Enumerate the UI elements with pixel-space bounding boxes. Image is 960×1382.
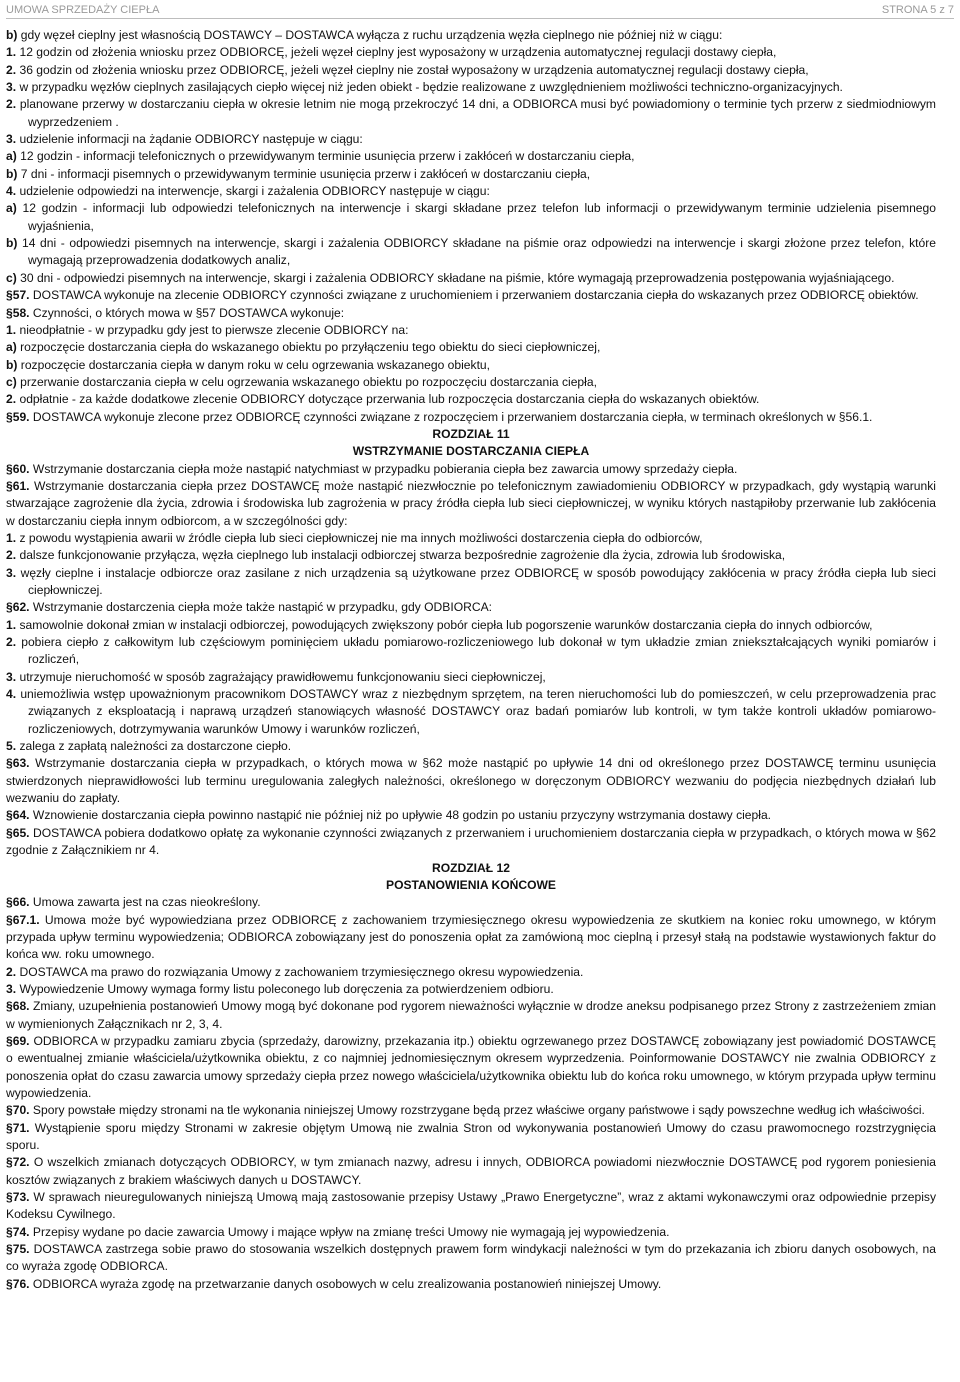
item-text: DOSTAWCA zastrzega sobie prawo do stosowania wszelkich dostępnych prawem form windykacji należności w tym do przekazania ich zbioru danych osobowych, na co wyraża zgodę ODBIORCA. — [6, 1242, 936, 1274]
item-text: pobiera ciepło z całkowitym lub częściowym pominięciem układu pomiarowo-rozliczeniowego lub dokonał w tym układzie zmian zniekształcających wyniki pomiarów i rozliczeń, — [21, 635, 936, 667]
paragraph — [6, 1241, 936, 1276]
item-marker: 2. — [6, 635, 17, 650]
item-text: Wstrzymanie dostarczenia ciepła może także nastąpić w przypadku, gdy ODBIORCA: — [32, 600, 492, 615]
list-item — [6, 200, 936, 235]
item-text: w przypadku węzłów cieplnych zasilających ciepło więcej niż jeden obiekt - będzie realizowane z uwzględnieniem możliwości techniczno-organizacyjnych. — [19, 80, 843, 95]
list-item — [6, 131, 936, 148]
item-marker: §61. — [6, 478, 30, 493]
list-item — [6, 235, 936, 270]
item-marker: b) — [6, 166, 18, 181]
item-marker: b) — [6, 28, 18, 42]
list-item — [6, 547, 936, 564]
paragraph — [6, 461, 936, 478]
paragraph — [6, 1189, 936, 1224]
item-text: rozpoczęcie dostarczania ciepła do wskazanego obiektu po przyłączeniu tego obiektu do sieci ciepłowniczej, — [20, 340, 601, 355]
paragraph — [6, 287, 936, 304]
item-marker: 4. — [6, 687, 17, 702]
item-marker: 3. — [6, 669, 17, 684]
item-text: udzielenie odpowiedzi na interwencje, skargi i zażalenia ODBIORCY następuje w ciągu: — [19, 184, 490, 199]
item-marker: §65. — [6, 825, 30, 840]
item-marker: a) — [6, 149, 17, 164]
paragraph — [6, 1102, 936, 1119]
item-text: węzły cieplne i instalacje odbiorcze oraz zasilane z nich urządzenia są użytkowane przez ODBIORCĘ w sposób powodujący zakłócenia w pracy źródła ciepła lub sieci ciepłowniczej. — [20, 565, 936, 597]
item-text: Wypowiedzenie Umowy wymaga formy listu poleconego lub doręczenia za potwierdzeniem odbioru. — [19, 981, 554, 996]
list-item — [6, 634, 936, 669]
list-item — [6, 357, 936, 374]
item-text: DOSTAWCA ma prawo do rozwiązania Umowy z zachowaniem trzymiesięcznego okresu wypowiedzenia. — [19, 964, 584, 979]
item-marker: 1. — [6, 45, 17, 60]
paragraph — [6, 981, 936, 998]
list-item — [6, 322, 936, 339]
paragraph — [6, 894, 936, 911]
item-text: DOSTAWCA wykonuje zlecone przez ODBIORCĘ czynności związane z rozpoczęciem i przerwaniem dostarczania ciepła, w terminach określonych w §56.1. — [32, 409, 873, 424]
item-marker: 5. — [6, 739, 17, 754]
paragraph — [6, 599, 936, 616]
item-text: 12 godzin - informacji telefonicznych o przewidywanym terminie usunięcia przerw i zakłóceń w dostarczaniu ciepła, — [20, 149, 635, 164]
item-marker: 2. — [6, 548, 17, 563]
item-text: Umowa może być wypowiedziana przez ODBIORCĘ z zachowaniem trzymiesięcznego okresu wypowiedzenia ze skutkiem na koniec roku umownego, w którym przypada upływ terminu wypowiedzenia; ODBIORCA zobowiązany jest do ponoszenia opłat za zamówioną moc cieplną i przesył stałą na podstawie wystawionych faktur do końca ww. roku umownego. — [6, 912, 936, 962]
item-marker: 1. — [6, 322, 17, 337]
item-marker: §64. — [6, 808, 30, 823]
list-item — [6, 530, 936, 547]
chapter-heading: WSTRZYMANIE DOSTARCZANIA CIEPŁA — [352, 444, 590, 459]
item-text: 12 godzin - informacji lub odpowiedzi telefonicznych na interwencje i skargi składane przez telefon lub informacji o przewidywanym terminie udzielenia pisemnego wyjaśnienia, — [22, 201, 936, 233]
item-marker: §67.1. — [6, 912, 40, 927]
item-text: samowolnie dokonał zmian w instalacji odbiorczej, powodujących zwiększony pobór ciepła lub pogorszenie warunków dostarczania ciepła do innych odbiorców, — [19, 617, 873, 632]
header-divider — [6, 18, 954, 19]
item-text: Spory powstałe między stronami na tle wykonania niniejszej Umowy rozstrzygane będą przez właściwe organy państwowe i sądy powszechne według ich właściwości. — [32, 1103, 925, 1118]
item-text: Zmiany, uzupełnienia postanowień Umowy mogą być dokonane pod rygorem nieważności wyłącznie w drodze aneksu podpisanego przez Strony z zastrzeżeniem zmian w wymienionych Załącznikach nr 2, 3, 4. — [6, 999, 936, 1031]
paragraph — [6, 409, 936, 426]
item-marker: §72. — [6, 1155, 30, 1170]
item-marker: §75. — [6, 1242, 30, 1257]
item-marker: §71. — [6, 1120, 30, 1135]
item-marker: §70. — [6, 1103, 30, 1118]
item-text: Wstrzymanie dostarczania ciepła w przypadkach, o których mowa w §62 może nastąpić po upływie 14 dni od określonego przez DOSTAWCĘ terminu usunięcia stwierdzonych nieprawidłowości lub terminu uregulowania zaległych należności, określonego w doręczonym ODBIORCY wezwaniu do podjęcia niezbędnych działań lub wezwaniu do zapłaty. — [6, 756, 936, 806]
item-text: dalsze funkcjonowanie przyłącza, węzła cieplnego lub instalacji odbiorczej stwarza bezpośrednie zagrożenie dla życia, zdrowia lub środowiska, — [19, 548, 786, 563]
item-marker: §76. — [6, 1276, 30, 1291]
paragraph — [6, 1033, 936, 1102]
item-text: 14 dni - odpowiedzi pisemnych na interwencje, skargi i zażalenia ODBIORCY składane na piśmie oraz odpowiedzi na interwencje i skargi złożone przez telefon, które wymagają przeprowadzenia dodatkowych analiz, — [22, 236, 936, 268]
item-marker: c) — [6, 270, 17, 285]
item-text: Wstrzymanie dostarczania ciepła może nastąpić natychmiast w przypadku pobierania ciepła bez zawarcia umowy sprzedaży ciepła. — [32, 461, 738, 476]
item-text: 36 godzin od złożenia wniosku przez ODBIORCĘ, jeżeli węzeł cieplny nie został wyposażony w urządzenia automatycznej regulacji dostawy ciepła, — [19, 62, 809, 77]
item-text: 12 godzin od złożenia wniosku przez ODBIORCĘ, jeżeli węzeł cieplny jest wyposażony w urządzenia automatycznej regulacji dostawy ciepła, — [19, 45, 777, 60]
item-marker: 1. — [6, 617, 17, 632]
item-text: DOSTAWCA pobiera dodatkowo opłatę za wykonanie czynności związanych z przerwaniem i uruchomieniem dostarczania ciepła w przypadkach, o których mowa w §62 zgodnie z Załącznikiem nr 4. — [6, 825, 936, 858]
list-item — [6, 270, 936, 287]
item-text: przerwanie dostarczania ciepła w celu ogrzewania wskazanego obiektu po rozpoczęciu dostarczania ciepła, — [20, 374, 597, 389]
paragraph — [6, 1154, 936, 1189]
list-item — [6, 391, 936, 408]
item-marker: §57. — [6, 288, 30, 303]
item-marker: §69. — [6, 1033, 30, 1048]
paragraph — [6, 1224, 936, 1241]
item-marker: 2. — [6, 964, 17, 979]
page-number: STRONA 5 z 7 — [881, 4, 954, 16]
list-item — [6, 166, 936, 183]
list-item — [6, 96, 936, 131]
item-text: Wstrzymanie dostarczania ciepła przez DOSTAWCĘ może nastąpić niezwłocznie po telefonicznym zawiadomieniu ODBIORCY w przypadkach, gdy wystąpią warunki stwarzające zagrożenie dla życia, zdrowia i środowiska lub zagrożenia w pracy źródła ciepła lub sieci ciepłowniczej, w wyniku których nastąpiłoby przerwanie lub zakłócenia w dostarczaniu ciepła innym odbiorcom, a w szczególności gdy: — [6, 478, 936, 528]
chapter-heading: ROZDZIAŁ 11 — [432, 426, 510, 441]
item-marker: §74. — [6, 1224, 30, 1239]
item-text: nieodpłatnie - w przypadku gdy jest to pierwsze zlecenie ODBIORCY na: — [19, 322, 409, 337]
item-text: O wszelkich zmianach dotyczących ODBIORCY, w tym zmianach nazwy, adresu i innych, ODBIORCA powiadomi niezwłocznie DOSTAWCĘ pod rygorem poniesienia kosztów związanych z brakiem właściwych danych u DOSTAWCY. — [6, 1155, 936, 1187]
item-marker: a) — [6, 340, 17, 355]
item-text: Wystąpienie sporu między Stronami w zakresie objętym Umową nie zwalnia Stron od wykonywania postanowień Umowy do czasu prawomocnego rozstrzygnięcia sporu. — [6, 1120, 936, 1152]
item-text: planowane przerwy w dostarczaniu ciepła w okresie letnim nie mogą przekroczyć 14 dni, a ODBIORCA musi być powiadomiony o terminie tych przerw z siedmiodniowym wyprzedzeniem . — [19, 97, 936, 129]
item-text: rozpoczęcie dostarczania ciepła w danym roku w celu ogrzewania wskazanego obiektu, — [20, 357, 491, 372]
list-item — [6, 565, 936, 600]
list-item — [6, 738, 936, 755]
document-body — [6, 27, 936, 1293]
list-item — [6, 669, 936, 686]
item-marker: 3. — [6, 132, 17, 147]
item-text: Umowa zawarta jest na czas nieokreślony. — [32, 895, 261, 910]
item-text: DOSTAWCA wykonuje na zlecenie ODBIORCY czynności związane z uruchomieniem i przerwaniem dostarczania ciepła do wskazanych przez ODBIORCĘ obiektów. — [32, 288, 919, 303]
item-marker: §60. — [6, 461, 30, 476]
item-text: 30 dni - odpowiedzi pisemnych na interwencje, skargi i zażalenia ODBIORCY składane na piśmie, które wymagają przeprowadzenia postępowania wyjaśniającego. — [20, 270, 895, 285]
item-marker: §62. — [6, 600, 30, 615]
paragraph — [6, 912, 936, 964]
paragraph — [6, 807, 936, 824]
list-item — [6, 79, 936, 96]
list-item — [6, 62, 936, 79]
document-title: UMOWA SPRZEDAŻY CIEPŁA — [6, 4, 160, 16]
item-marker: §59. — [6, 409, 30, 424]
list-item — [6, 44, 936, 61]
item-text: z powodu wystąpienia awarii w źródle ciepła lub sieci ciepłowniczej nie ma innych możliwości dostarczenia ciepła do odbiorców, — [19, 530, 703, 545]
list-item — [6, 339, 936, 356]
item-text: ODBIORCA w przypadku zamiaru zbycia (sprzedaży, darowizny, przekazania itp.) obiektu ogrzewanego przez DOSTAWCĘ zobowiązany jest powiadomić DOSTAWCĘ o ewentualnej zmianie właściciela/użytkownika obiektu, z co najmniej jednomiesięcznym okresem wyprzedzenia. Poinformowanie DOSTAWCY nie zwalnia ODBIORCY z ponoszenia opłat do czasu zawarcia umowy sprzedaży ciepła przez nowego właściciela/użytkownika obiektu lub do końca roku umownego, w którym przypada upływ terminu wypowiedzenia. — [6, 1033, 936, 1100]
item-marker: a) — [6, 201, 17, 216]
item-text: gdy węzeł cieplny jest własnością DOSTAWCY – DOSTAWCA wyłącza z ruchu urządzenia węzła cieplnego nie później niż w ciągu: — [20, 28, 723, 42]
item-text: Czynności, o których mowa w §57 DOSTAWCA wykonuje: — [32, 305, 345, 320]
chapter-heading: ROZDZIAŁ 12 — [432, 860, 510, 875]
item-text: odpłatnie - za każde dodatkowe zlecenie ODBIORCY dotyczące przerwania lub rozpoczęcia dostarczania ciepła do wskazanych obiektów. — [19, 392, 760, 407]
item-marker: 4. — [6, 184, 17, 199]
list-item — [6, 27, 936, 44]
paragraph — [6, 1120, 936, 1155]
item-text: W sprawach nieuregulowanych niniejszą Umową mają zastosowanie przepisy Ustawy „Prawo Energetyczne”, wraz z aktami wykonawczymi oraz odpowiednie przepisy Kodeksu Cywilnego. — [6, 1190, 936, 1222]
item-text: ODBIORCA wyraża zgodę na przetwarzanie danych osobowych w celu zrealizowania postanowień niniejszej Umowy. — [32, 1276, 662, 1291]
item-marker: §58. — [6, 305, 30, 320]
list-item — [6, 374, 936, 391]
chapter-heading: POSTANOWIENIA KOŃCOWE — [386, 877, 556, 892]
paragraph — [6, 478, 936, 530]
item-text: 7 dni - informacji pisemnych o przewidywanym terminie usunięcia przerw i zakłóceń w dostarczaniu ciepła, — [20, 166, 591, 181]
item-marker: §63. — [6, 756, 30, 771]
page-header — [6, 4, 954, 18]
list-item — [6, 686, 936, 738]
item-text: Wznowienie dostarczania ciepła powinno nastąpić nie później niż po upływie 48 godzin po ustaniu przyczyny wstrzymania dostawy ciepła. — [32, 808, 772, 823]
item-marker: 3. — [6, 80, 17, 95]
list-item — [6, 148, 936, 165]
item-marker: c) — [6, 374, 17, 389]
item-marker: b) — [6, 357, 18, 372]
item-marker: 2. — [6, 62, 17, 77]
item-marker: §68. — [6, 999, 30, 1014]
list-item — [6, 183, 936, 200]
paragraph — [6, 305, 936, 322]
item-marker: 3. — [6, 981, 17, 996]
item-marker: 1. — [6, 530, 17, 545]
item-marker: 2. — [6, 97, 17, 112]
paragraph — [6, 1276, 936, 1293]
paragraph — [6, 998, 936, 1033]
list-item — [6, 617, 936, 634]
paragraph — [6, 964, 936, 981]
item-marker: 3. — [6, 565, 17, 580]
item-marker: §66. — [6, 895, 30, 910]
paragraph — [6, 755, 936, 807]
item-marker: §73. — [6, 1190, 30, 1205]
item-marker: b) — [6, 236, 18, 251]
item-text: uniemożliwia wstęp upoważnionym pracownikom DOSTAWCY wraz z niezbędnym sprzętem, na teren nieruchomości lub do pomieszczeń, w celu przeprowadzenia prac związanych z eksploatacją i naprawą urządzeń stanowiących własność DOSTAWCY oraz badań pomiarów lub kontroli, w tym także kontroli układów pomiarowo-rozliczeniowych, dotrzymywania warunków Umowy i warunków rozliczeń, — [20, 687, 936, 736]
item-text: Przepisy wydane po dacie zawarcia Umowy i mające wpływ na zmianę treści Umowy nie wymagają jej wypowiedzenia. — [32, 1224, 670, 1239]
item-text: zalega z zapłatą należności za dostarczone ciepło. — [19, 739, 292, 754]
item-text: udzielenie informacji na żądanie ODBIORCY następuje w ciągu: — [19, 132, 363, 147]
paragraph — [6, 825, 936, 860]
item-text: utrzymuje nieruchomość w sposób zagrażający prawidłowemu funkcjonowaniu sieci ciepłowniczej, — [19, 669, 546, 684]
item-marker: 2. — [6, 392, 17, 407]
